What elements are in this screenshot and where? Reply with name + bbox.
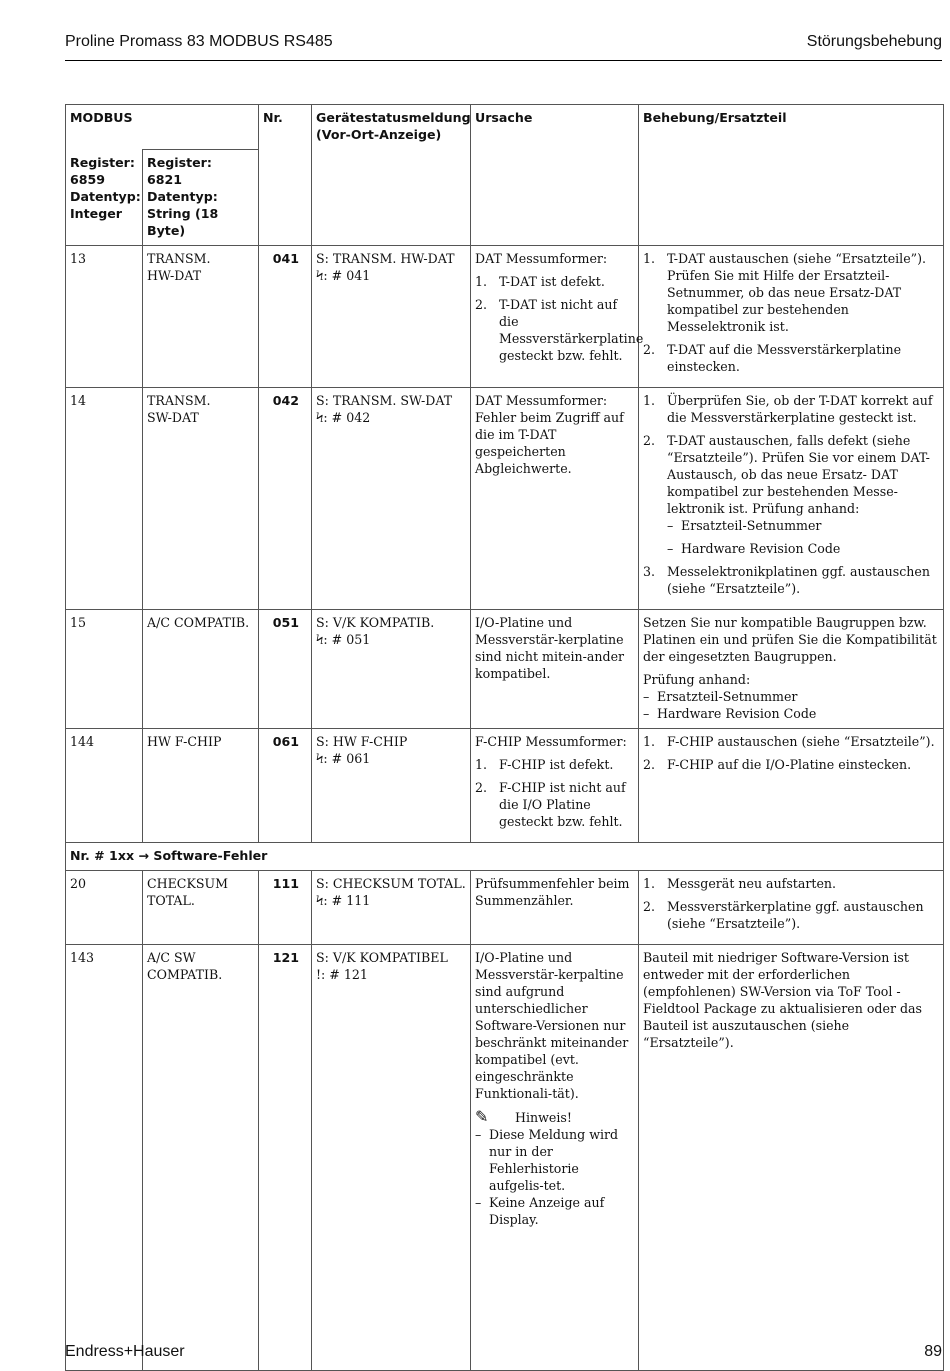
name-line: A/C COMPATIB. bbox=[147, 615, 250, 630]
list-item: 2. T-DAT austauschen, falls defekt (siehe “Ersatzteile”). Prüfen Sie vor einem DAT-Austausch, ob das neue Ersatz- DAT kompatibel zur bestehenden Messe-lektronik ist. Prüfung anhand: – Ersatzteil-Setnummer – Hardware Revision Code bbox=[643, 432, 939, 557]
status-message bbox=[312, 871, 471, 945]
register-value: 15 bbox=[66, 610, 143, 729]
table-header-row bbox=[66, 105, 944, 150]
name-line: COMPATIB. bbox=[147, 967, 223, 982]
name-line: HW-DAT bbox=[147, 268, 202, 283]
status-line: S: TRANSM. HW-DAT bbox=[316, 251, 455, 266]
status-line: S: V/K KOMPATIBEL bbox=[316, 950, 448, 965]
note bbox=[475, 1108, 634, 1126]
section-row bbox=[66, 843, 944, 871]
status-line: S: TRANSM. SW-DAT bbox=[316, 393, 453, 408]
register-name bbox=[143, 610, 259, 729]
status-message bbox=[312, 388, 471, 610]
status-message bbox=[312, 610, 471, 729]
dash-item: – Hardware Revision Code bbox=[667, 541, 841, 556]
reg1-line: 6859 bbox=[70, 171, 106, 187]
name-line: SW-DAT bbox=[147, 410, 199, 425]
table-row bbox=[66, 246, 944, 388]
reg2-line: Datentyp: bbox=[147, 189, 218, 204]
list-item: 2. F-CHIP auf die I/O-Platine einstecken. bbox=[643, 757, 912, 772]
dash-item: – Ersatzteil-Setnummer bbox=[643, 689, 798, 704]
dash-item: – Ersatzteil-Setnummer bbox=[667, 518, 822, 533]
register-value: 13 bbox=[66, 246, 143, 388]
cause-cell bbox=[471, 871, 639, 945]
reg1-line: Register: bbox=[70, 154, 135, 170]
pencil-icon: ✎ bbox=[475, 1107, 489, 1126]
table-row bbox=[66, 388, 944, 610]
modbus-header: MODBUS bbox=[66, 105, 259, 150]
list-item: 1. F-CHIP austauschen (siehe “Ersatzteile”). bbox=[643, 734, 935, 749]
cause-intro: I/O-Platine und Messverstär-kerpaltine sind aufgrund unterschiedlicher Software-Versionen nur beschränkt miteinander kompatibel (evt. eingeschränkte Funktionali-tät). bbox=[475, 950, 629, 1101]
status-line: Ϟ: # 051 bbox=[316, 632, 371, 647]
cause-cell bbox=[471, 388, 639, 610]
register-name bbox=[143, 945, 259, 1371]
error-number: 041 bbox=[259, 246, 312, 388]
remedy-cell bbox=[639, 945, 944, 1371]
list-item: 2. F-CHIP ist nicht auf die I/O Platine gesteckt bzw. fehlt. bbox=[475, 780, 626, 829]
error-number: 061 bbox=[259, 729, 312, 843]
dash-item: – Diese Meldung wird nur in der Fehlerhistorie aufgelis-tet. bbox=[475, 1127, 619, 1193]
name-line: A/C SW bbox=[147, 950, 196, 965]
list-item: 3. Messelektronikplatinen ggf. austauschen (siehe “Ersatzteile”). bbox=[643, 564, 930, 596]
status-header: Gerätestatusmeldung (Vor-Ort-Anzeige) bbox=[312, 105, 471, 246]
status-line: Ϟ: # 041 bbox=[316, 268, 371, 283]
table-row bbox=[66, 871, 944, 945]
name-line: TOTAL. bbox=[147, 893, 195, 908]
status-line: Ϟ: # 061 bbox=[316, 751, 371, 766]
cause-cell bbox=[471, 246, 644, 388]
name-line: TRANSM. bbox=[147, 393, 211, 408]
status-line: !: # 121 bbox=[316, 967, 368, 982]
list-item: 1. T-DAT austauschen (siehe “Ersatzteile”). Prüfen Sie mit Hilfe der Ersatzteil-Setnummer, ob das neue Ersatz-DAT kompatibel zur bestehenden Messelektronik ist. bbox=[643, 251, 927, 334]
cause-cell bbox=[471, 945, 639, 1371]
remedy-cell bbox=[639, 610, 944, 729]
remedy-cell bbox=[639, 871, 944, 945]
cause-intro: F-CHIP Messumformer: bbox=[475, 734, 627, 749]
header-rule bbox=[65, 60, 942, 61]
status-line: Ϟ: # 111 bbox=[316, 893, 371, 908]
list-item: 1. F-CHIP ist defekt. bbox=[475, 757, 614, 772]
reg2-line: Register: bbox=[147, 155, 212, 170]
register-value: 14 bbox=[66, 388, 143, 610]
reg1-line: Integer bbox=[70, 205, 122, 221]
name-line: TRANSM. bbox=[147, 251, 211, 266]
register-value: 143 bbox=[66, 945, 143, 1371]
error-number: 121 bbox=[259, 945, 312, 1371]
register-name bbox=[143, 388, 259, 610]
cause-intro: Prüfsummenfehler beim Summenzähler. bbox=[475, 876, 630, 908]
name-line: HW F-CHIP bbox=[147, 734, 222, 749]
register-name bbox=[143, 871, 259, 945]
remedy-header: Behebung/Ersatzteil bbox=[639, 105, 944, 246]
table-row bbox=[66, 945, 944, 1371]
remedy-text: Prüfung anhand: bbox=[643, 672, 751, 687]
status-line: S: HW F-CHIP bbox=[316, 734, 408, 749]
remedy-cell bbox=[639, 729, 944, 843]
error-number: 111 bbox=[259, 871, 312, 945]
list-item: 1. T-DAT ist defekt. bbox=[475, 274, 605, 289]
footer-company: Endress+Hauser bbox=[65, 1343, 185, 1360]
cause-cell bbox=[471, 610, 639, 729]
register-name bbox=[143, 246, 259, 388]
status-message bbox=[312, 945, 471, 1371]
note-label: Hinweis! bbox=[515, 1110, 572, 1125]
name-line: CHECKSUM bbox=[147, 876, 228, 891]
error-table bbox=[65, 104, 944, 1371]
list-item: 1. Überprüfen Sie, ob der T-DAT korrekt auf die Messverstärkerplatine gesteckt ist. bbox=[643, 393, 933, 425]
remedy-cell bbox=[639, 246, 944, 388]
status-line: Ϟ: # 042 bbox=[316, 410, 371, 425]
list-item: 2. T-DAT auf die Messverstärkerplatine einstecken. bbox=[643, 342, 902, 374]
reg2-line: String (18 Byte) bbox=[147, 206, 219, 238]
error-number: 042 bbox=[259, 388, 312, 610]
cause-intro: DAT Messumformer: bbox=[475, 251, 608, 266]
remedy-text: Bauteil mit niedriger Software-Version ist entweder mit der erforderlichen (empfohlenen) SW-Version via ToF Tool - Fieldtool Package zu aktualisieren oder das Bauteil ist auszutauschen (siehe “Ersatzteile”). bbox=[643, 950, 922, 1050]
reg2-line: 6821 bbox=[147, 172, 183, 187]
register-6821-header bbox=[143, 150, 259, 246]
section-heading: Nr. # 1xx → Software-Fehler bbox=[66, 843, 944, 871]
list-item: 2. T-DAT ist nicht auf die Messverstärkerplatine gesteckt bzw. fehlt. bbox=[475, 297, 644, 363]
remedy-text: Setzen Sie nur kompatible Baugruppen bzw. Platinen ein und prüfen Sie die Kompatibilität der eingesetzten Baugruppen. bbox=[643, 615, 937, 664]
error-number: 051 bbox=[259, 610, 312, 729]
status-line: S: CHECKSUM TOTAL. bbox=[316, 876, 466, 891]
list-item: 2. Messverstärkerplatine ggf. austauschen (siehe “Ersatzteile”). bbox=[643, 899, 924, 931]
dash-item: – Keine Anzeige auf Display. bbox=[475, 1195, 605, 1227]
cause-header: Ursache bbox=[471, 105, 639, 246]
register-value: 20 bbox=[66, 871, 143, 945]
list-item: 1. Messgerät neu aufstarten. bbox=[643, 876, 837, 891]
cause-intro: DAT Messumformer: Fehler beim Zugriff auf die im T-DAT gespeicherten Abgleichwerte. bbox=[475, 393, 624, 476]
cause-intro: I/O-Platine und Messverstär-kerplatine sind nicht mitein-ander kompatibel. bbox=[475, 615, 625, 681]
table-row bbox=[66, 610, 944, 729]
status-message bbox=[312, 246, 471, 388]
register-name bbox=[143, 729, 259, 843]
nr-header: Nr. bbox=[259, 105, 312, 246]
running-header-section: Störungsbehebung bbox=[806, 33, 942, 50]
register-value: 144 bbox=[66, 729, 143, 843]
register-6859-header bbox=[66, 150, 143, 246]
page-number: 89 bbox=[924, 1343, 942, 1360]
dash-item: – Hardware Revision Code bbox=[643, 706, 817, 721]
status-message bbox=[312, 729, 471, 843]
remedy-cell bbox=[639, 388, 944, 610]
cause-cell bbox=[471, 729, 639, 843]
status-line: S: V/K KOMPATIB. bbox=[316, 615, 435, 630]
reg1-line: Datentyp: bbox=[70, 188, 141, 204]
running-header-title: Proline Promass 83 MODBUS RS485 bbox=[65, 33, 333, 50]
table-row bbox=[66, 729, 944, 843]
